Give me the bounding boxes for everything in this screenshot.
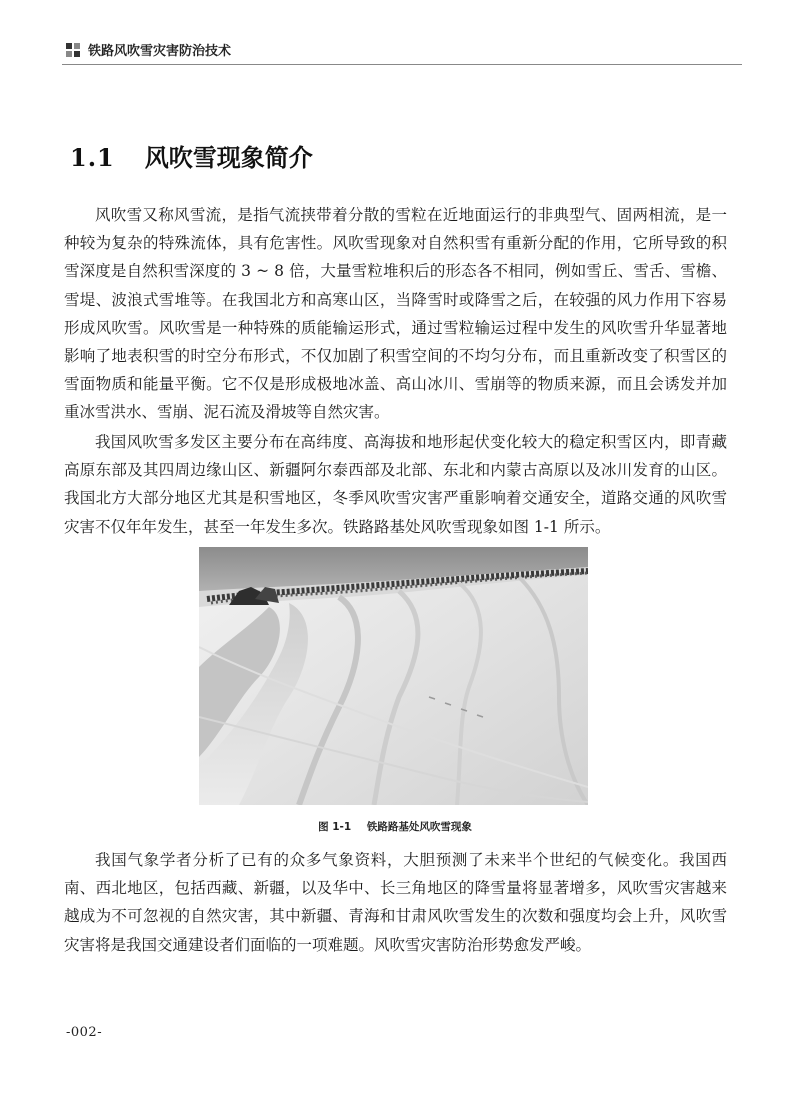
square-grid-icon: [66, 43, 80, 57]
paragraph-distribution: 我国风吹雪多发区主要分布在高纬度、高海拔和地形起伏变化较大的稳定积雪区内，即青藏高原东部及其四周边缘山区、新疆阿尔泰西部及北部、东北和内蒙古高原以及冰川发育的山区。我国北方大部分地区尤其是积雪地区，冬季风吹雪灾害严重影响着交通安全，道路交通的风吹雪灾害不仅年年发生，甚至一年发生多次。铁路路基处风吹雪现象如图 1-1 所示。: [64, 433, 727, 536]
page-number: -002-: [66, 1025, 103, 1040]
figure-caption-text: 铁路路基处风吹雪现象: [366, 821, 472, 833]
figure-label: 图 1-1: [318, 821, 352, 833]
paragraph-intro: 风吹雪又称风雪流，是指气流挟带着分散的雪粒在近地面运行的非典型气、固两相流，是一种较为复杂的特殊流体，具有危害性。风吹雪现象对自然积雪有重新分配的作用，它所导致的积雪深度是自然积雪深度的 3 ~ 8 倍，大量雪粒堆积后的形态各不相同，例如雪丘、雪舌、雪檐、雪堤、波浪式雪堆等。在我国北方和高寒山区，当降雪时或降雪之后，在较强的风力作用下容易形成风吹雪。风吹雪是一种特殊的质能输运形式，通过雪粒输运过程中发生的风吹雪升华显著地影响了地表积雪的时空分布形式，不仅加剧了积雪空间的不均匀分布，而且重新改变了积雪区的雪面物质和能量平衡。它不仅是形成极地冰盖、高山冰川、雪崩等的物质来源，而且会诱发并加重冰雪洪水、雪崩、泥石流及滑坡等自然灾害。: [64, 206, 727, 422]
section-number: 1.1: [70, 143, 115, 172]
book-title: 铁路风吹雪灾害防治技术: [88, 44, 232, 59]
section-heading: [70, 138, 313, 173]
running-header: [66, 40, 231, 59]
snow-drift-photo: [199, 547, 588, 805]
header-divider: [62, 64, 742, 65]
section-title: 风吹雪现象简介: [144, 143, 313, 172]
paragraph-forecast: 我国气象学者分析了已有的众多气象资料，大胆预测了未来半个世纪的气候变化。我国西南、西北地区，包括西藏、新疆，以及华中、长三角地区的降雪量将显著增多，风吹雪灾害越来越成为不可忽视的自然灾害，其中新疆、青海和甘肃风吹雪发生的次数和强度均会上升，风吹雪灾害将是我国交通建设者们面临的一项难题。风吹雪灾害防治形势愈发严峻。: [64, 851, 727, 954]
figure-caption: [0, 819, 790, 834]
